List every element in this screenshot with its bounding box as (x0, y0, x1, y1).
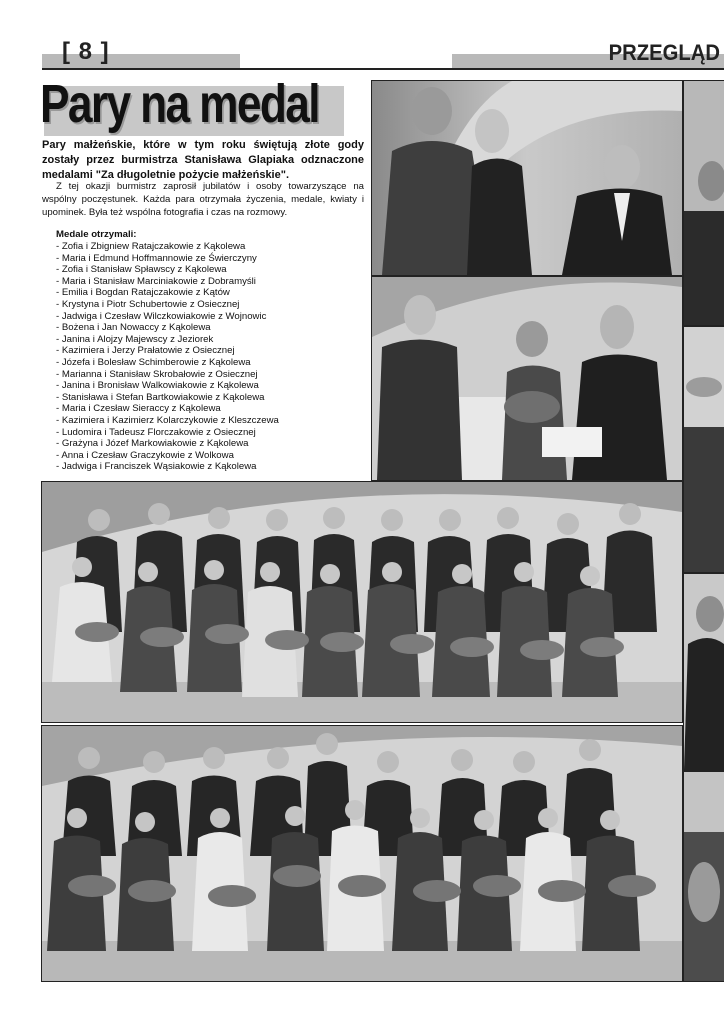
medalist-item: - Zofia i Zbigniew Ratajczakowie z Kąkolewa (56, 241, 246, 252)
photo-applause (372, 277, 682, 480)
medalist-item: - Zofia i Stanisław Spławscy z Kąkolewa (56, 264, 227, 276)
photo-strip-right-4 (684, 772, 724, 981)
medalist-item: - Janina i Bronisław Walkowiakowie z Kąkolewa (56, 380, 259, 392)
medalist-item: - Ludomira i Tadeusz Florczakowie z Osiecznej (56, 426, 256, 438)
medalist-item: - Marianna i Stanisław Skrobałowie z Osiecznej (56, 368, 258, 380)
photo-group-2 (42, 726, 682, 981)
medalist-item: - Józefa i Bolesław Schimberowie z Kąkolewa (56, 356, 251, 368)
medalist-item: - Janina i Alojzy Majewscy z Jeziorek (56, 333, 214, 345)
medalist-item: - Krystyna i Piotr Schubertowie z Osiecznej (56, 298, 240, 310)
medalist-item: - Anna i Czesław Graczykowie z Wolkowa (56, 449, 234, 461)
photo-strip-right-3 (684, 574, 724, 770)
medalist-item: - Grażyna i Józef Markowiakowie z Kąkolewa (56, 438, 249, 450)
medalist-item: - Maria i Edmund Hoffmannowie ze Świerczyny (56, 252, 257, 264)
medals-heading: Medale otrzymali: (56, 229, 137, 240)
medalist-item: - Bożena i Jan Nowaccy z Kąkolewa (56, 322, 211, 334)
photo-strip-right-1 (684, 81, 724, 325)
photo-medal-ceremony (372, 81, 682, 275)
page-number: [ 8 ] (62, 38, 110, 65)
medalist-item: - Kazimiera i Kazimierz Kolarczykowie z Kleszczewa (56, 414, 279, 426)
medalist-item: - Emilia i Bogdan Ratajczakowie z Kątów (56, 287, 230, 299)
photo-strip-right-2 (684, 327, 724, 572)
medalists-list (56, 241, 279, 473)
medalist-item: - Jadwiga i Czesław Wilczkowiakowie z Wojnowic (56, 310, 267, 322)
medalist-item: - Stanisława i Stefan Bartkowiakowie z Kąkolewa (56, 391, 265, 403)
article-title: Pary na medal (40, 74, 319, 134)
publication-name: PRZEGLĄD (608, 40, 720, 65)
article-body: Z tej okazji burmistrz zaprosił jubilatów i osoby towarzyszące na wspólny poczęstunek. Każda para otrzymała życzenia, medale, kwiaty i upominek. Była też wspólna fotografia i czas na rozmowy. (42, 181, 364, 218)
medalist-item: - Kazimiera i Jerzy Prałatowie z Osiecznej (56, 345, 235, 357)
article-lead: Pary małżeńskie, które w tym roku świętują złote gody zostały przez burmistrza Stanisława Glapiaka odznaczone medalami "Za długoletnie pożycie małżeńskie". (42, 139, 364, 181)
photo-group-1 (42, 482, 682, 722)
header-rule (42, 68, 724, 70)
medalist-item: - Maria i Stanisław Marciniakowie z Dobramyśli (56, 275, 256, 287)
medalist-item: - Jadwiga i Franciszek Wąsiakowie z Kąkolewa (56, 461, 257, 473)
medalist-item: - Maria i Czesław Sieraccy z Kąkolewa (56, 403, 221, 415)
